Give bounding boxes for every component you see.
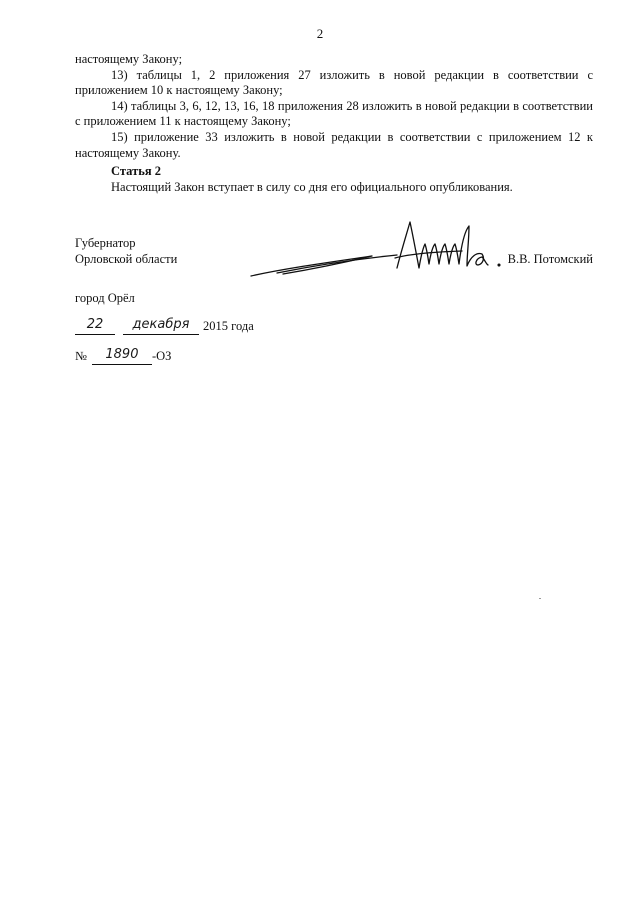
signing-date: [75, 319, 254, 335]
law-number-suffix: -ОЗ: [151, 349, 172, 363]
law-number-value: 1890: [105, 347, 139, 362]
law-number: [75, 349, 171, 365]
governor-title-line1: Губернатор: [75, 236, 136, 250]
date-day: 22: [86, 317, 104, 332]
signature-block: [75, 236, 593, 286]
scan-speck: [539, 598, 541, 599]
governor-title-line2: Орловской области: [75, 251, 178, 266]
paragraph-item-15: 15) приложение 33 изложить в новой редакции в соответствии с приложением 12 к настоящему Закону.: [75, 129, 593, 160]
date-day-field: [75, 319, 115, 335]
governor-name: В.В. Потомский: [507, 251, 593, 266]
document-body: [75, 52, 593, 195]
paragraph-item-13: 13) таблицы 1, 2 приложения 27 изложить в новой редакции в соответствии с приложением 10 к настоящему Закону;: [75, 67, 593, 98]
date-year: 2015 года: [203, 319, 254, 333]
law-number-field: [92, 349, 152, 365]
date-month: декабря: [132, 317, 190, 332]
handwritten-signature: [247, 218, 507, 280]
page-number: 2: [316, 26, 324, 41]
paragraph-continuation: настоящему Закону;: [75, 52, 183, 66]
law-number-prefix: №: [75, 349, 87, 363]
article-2-heading: Статья 2: [111, 164, 161, 179]
governor-title: [75, 236, 177, 267]
article-2-text: Настоящий Закон вступает в силу со дня его официального опубликования.: [111, 179, 513, 194]
date-month-field: [123, 319, 199, 335]
paragraph-item-14: 14) таблицы 3, 6, 12, 13, 16, 18 приложения 28 изложить в новой редакции в соответствии с приложением 11 к настоящему Закону;: [75, 98, 593, 129]
city-line: город Орёл: [75, 291, 135, 305]
